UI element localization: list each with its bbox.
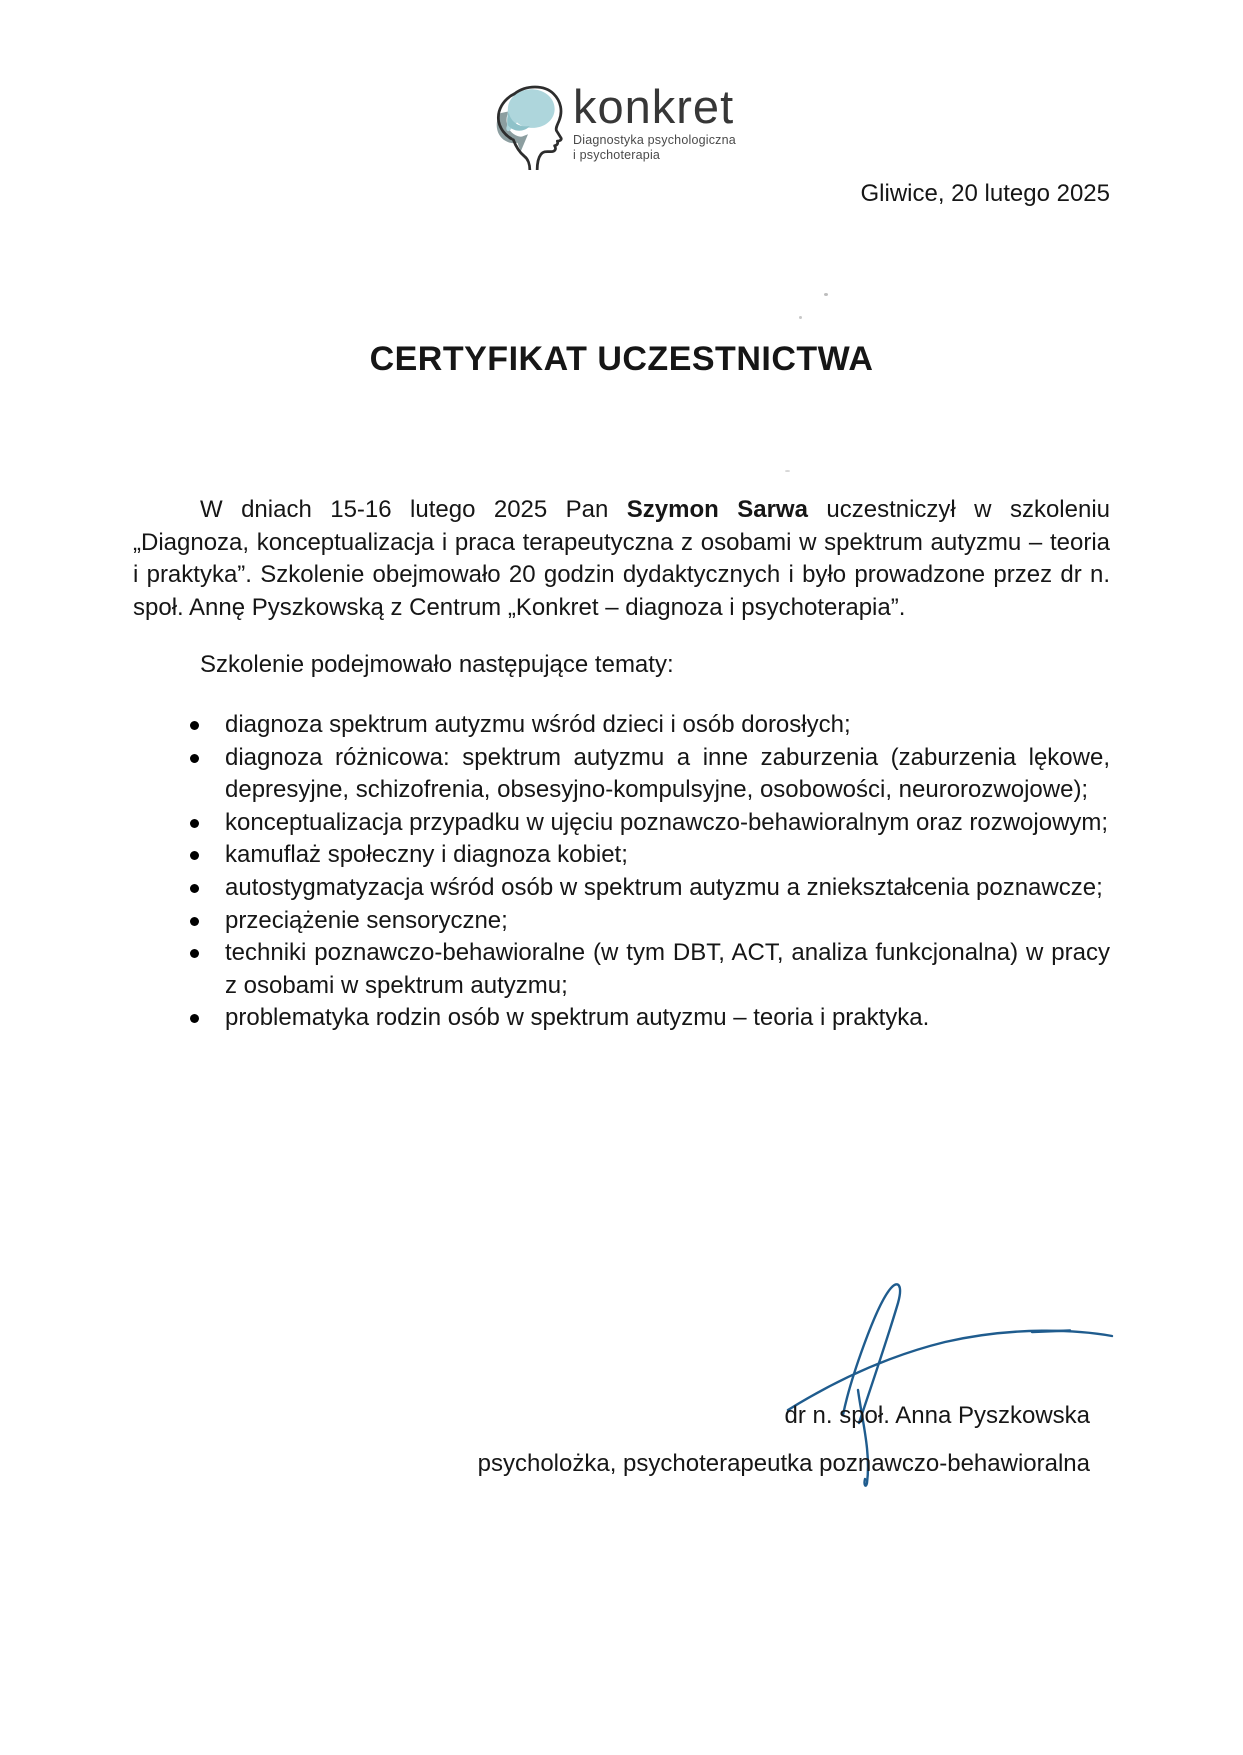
place-date: Gliwice, 20 lutego 2025 — [860, 180, 1110, 207]
topic-text: przeciążenie sensoryczne; — [225, 906, 508, 934]
list-item — [133, 937, 1110, 1002]
topic-text: konceptualizacja przypadku w ujęciu poznawczo-behawioralnym oraz rozwojowym; — [225, 808, 1109, 836]
bullet-icon — [190, 754, 199, 763]
topic-text: diagnoza spektrum autyzmu wśród dzieci i osób dorosłych; — [225, 710, 851, 738]
bullet-icon — [190, 851, 199, 860]
certificate-title: CERTYFIKAT UCZESTNICTWA — [369, 340, 874, 378]
list-item — [133, 1002, 1110, 1035]
certificate-body — [133, 494, 1110, 1035]
scan-speck — [799, 316, 802, 319]
logo-tagline-line2: i psychoterapia — [573, 147, 661, 162]
logo — [486, 82, 736, 170]
list-item — [133, 709, 1110, 742]
topic-text: autostygmatyzacja wśród osób w spektrum autyzmu a zniekształcenia poznawcze; — [225, 873, 1103, 901]
participant-name: Szymon Sarwa — [626, 496, 808, 523]
intro-text-before: W dniach 15-16 lutego 2025 Pan — [200, 496, 627, 523]
list-item — [133, 807, 1110, 840]
scan-speck — [824, 293, 828, 296]
list-item — [133, 839, 1110, 872]
bullet-icon — [190, 721, 199, 730]
bullet-icon — [190, 884, 199, 893]
intro-text-after: uczestniczył w szkoleniu „Diagnoza, konceptualizacja i praca terapeutyczna z osobami w spektrum autyzmu – teoria i praktyka”. Szkolenie obejmowało 20 godzin dydaktycznych i było prowadzone przez dr n. społ. Annę Pyszkowską z Centrum „Konkret – diagnoza i psychoterapia”. — [133, 496, 1110, 621]
list-item — [133, 905, 1110, 938]
bullet-icon — [190, 949, 199, 958]
topic-text: kamuflaż społeczny i diagnoza kobiet; — [225, 841, 628, 869]
bullet-icon — [190, 917, 199, 926]
bullet-icon — [190, 819, 199, 828]
list-item — [133, 742, 1110, 807]
topic-text: diagnoza różnicowa: spektrum autyzmu a inne zaburzenia (zaburzenia lękowe, depresyjne, schizofrenia, obsesyjno-kompulsyjne, osobowości, neurorozwojowe); — [225, 743, 1110, 804]
logo-brand-text: konkret — [573, 80, 735, 133]
logo-tagline — [573, 133, 736, 162]
topic-text: problematyka rodzin osób w spektrum autyzmu – teoria i praktyka. — [225, 1004, 930, 1032]
signatory-name: dr n. społ. Anna Pyszkowska — [784, 1402, 1090, 1429]
logo-head-icon — [486, 82, 570, 170]
signatory-block — [330, 1392, 1090, 1488]
logo-tagline-line1: Diagnostyka psychologiczna — [573, 133, 736, 147]
signatory-role: psycholożka, psychoterapeutka poznawczo-behawioralna — [477, 1450, 1090, 1477]
topic-text: techniki poznawczo-behawioralne (w tym DBT, ACT, analiza funkcjonalna) w pracy z osobami w spektrum autyzmu; — [225, 939, 1110, 999]
logo-text — [573, 80, 736, 162]
topics-intro: Szkolenie podejmowało następujące tematy: — [200, 651, 674, 679]
scan-speck — [785, 470, 790, 472]
topics-list — [133, 709, 1110, 1035]
bullet-icon — [190, 1014, 199, 1023]
intro-paragraph — [133, 494, 1110, 624]
list-item — [133, 872, 1110, 905]
